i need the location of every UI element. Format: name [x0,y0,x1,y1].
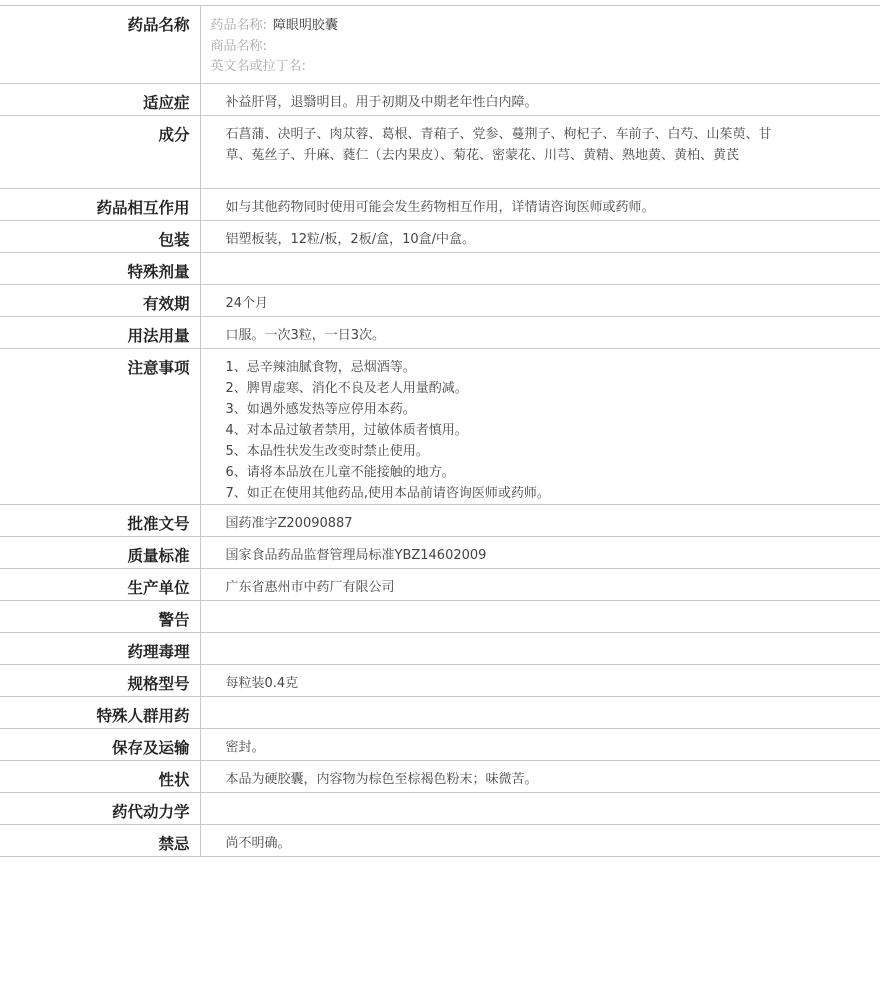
row-warning [0,601,880,633]
value-toxicology [200,633,880,665]
row-specification [0,665,880,697]
row-appearance [0,761,880,793]
value-specification: 每粒装0.4克 [200,665,880,697]
row-manufacturer [0,569,880,601]
label-interactions: 药品相互作用 [0,189,200,221]
value-pharmacokinetics [200,793,880,825]
value-approval: 国药准字Z20090887 [200,505,880,537]
row-toxicology [0,633,880,665]
label-manufacturer: 生产单位 [0,569,200,601]
value-usage: 口服。一次3粒，一日3次。 [200,317,880,349]
row-pharmacokinetics [0,793,880,825]
label-ingredients: 成分 [0,116,200,189]
english-name-key: 英文名或拉丁名: [210,59,306,74]
label-warning: 警告 [0,601,200,633]
value-special-population [200,697,880,729]
drug-name-key: 药品名称: [210,18,267,33]
label-usage: 用法用量 [0,317,200,349]
label-special-population: 特殊人群用药 [0,697,200,729]
precaution-item: 6、请将本品放在儿童不能接触的地方。 [225,465,455,480]
precaution-item: 3、如遇外感发热等应停用本药。 [225,402,416,417]
row-approval [0,505,880,537]
value-manufacturer: 广东省惠州市中药厂有限公司 [200,569,880,601]
row-product-name [0,6,880,84]
drug-name-line [211,16,880,37]
english-name-line [211,57,880,78]
precaution-item: 1、忌辛辣油腻食物，忌烟酒等。 [225,360,416,375]
value-storage: 密封。 [200,729,880,761]
row-contraindications [0,825,880,857]
trade-name-key: 商品名称: [210,38,267,54]
value-indications: 补益肝肾，退翳明目。用于初期及中期老年性白内障。 [200,84,880,116]
label-indications: 适应症 [0,84,200,116]
precaution-item: 5、本品性状发生改变时禁止使用。 [225,444,429,459]
row-special-dosage [0,253,880,285]
label-appearance: 性状 [0,761,200,793]
row-usage [0,317,880,349]
value-special-dosage [200,253,880,285]
value-ingredients-cell [200,116,880,189]
row-indications [0,84,880,116]
value-interactions: 如与其他药物同时使用可能会发生药物相互作用，详情请咨询医师或药师。 [200,189,880,221]
label-approval: 批准文号 [0,505,200,537]
precaution-item: 4、对本品过敏者禁用，过敏体质者慎用。 [225,423,468,438]
label-specification: 规格型号 [0,665,200,697]
row-precautions [0,349,880,505]
value-packaging: 铝塑板装，12粒/板，2板/盒，10盒/中盒。 [200,221,880,253]
label-product-name: 药品名称 [0,6,200,84]
product-name-cell [200,6,880,84]
row-ingredients [0,116,880,189]
row-packaging [0,221,880,253]
row-standard [0,537,880,569]
value-appearance: 本品为硬胶囊，内容物为棕色至棕褐色粉末；味微苦。 [200,761,880,793]
precaution-item: 7、如正在使用其他药品,使用本品前请咨询医师或药师。 [225,486,550,501]
label-special-dosage: 特殊剂量 [0,253,200,285]
label-contraindications: 禁忌 [0,825,200,857]
label-standard: 质量标准 [0,537,200,569]
row-shelf-life [0,285,880,317]
precaution-item: 2、脾胃虚寒、消化不良及老人用量酌减。 [225,381,468,396]
label-storage: 保存及运输 [0,729,200,761]
label-shelf-life: 有效期 [0,285,200,317]
row-storage [0,729,880,761]
trade-name-line [211,37,880,58]
drug-info-table [0,5,880,857]
row-interactions [0,189,880,221]
value-shelf-life: 24个月 [200,285,880,317]
value-standard: 国家食品药品监督管理局标准YBZ14602009 [200,537,880,569]
value-warning [200,601,880,633]
label-packaging: 包装 [0,221,200,253]
precautions-list [200,349,880,505]
value-ingredients: 石菖蒲、决明子、肉苁蓉、葛根、青葙子、党参、蔓荆子、枸杞子、车前子、白芍、山茱萸、甘草、菟丝子、升麻、蕤仁（去内果皮）、菊花、密蒙花、川芎、黄精、熟地黄、黄柏、黄芪 [225,127,772,163]
label-toxicology: 药理毒理 [0,633,200,665]
label-precautions: 注意事项 [0,349,200,505]
value-contraindications: 尚不明确。 [200,825,880,857]
label-pharmacokinetics: 药代动力学 [0,793,200,825]
row-special-population [0,697,880,729]
drug-name-value: 障眼明胶囊 [272,18,338,33]
